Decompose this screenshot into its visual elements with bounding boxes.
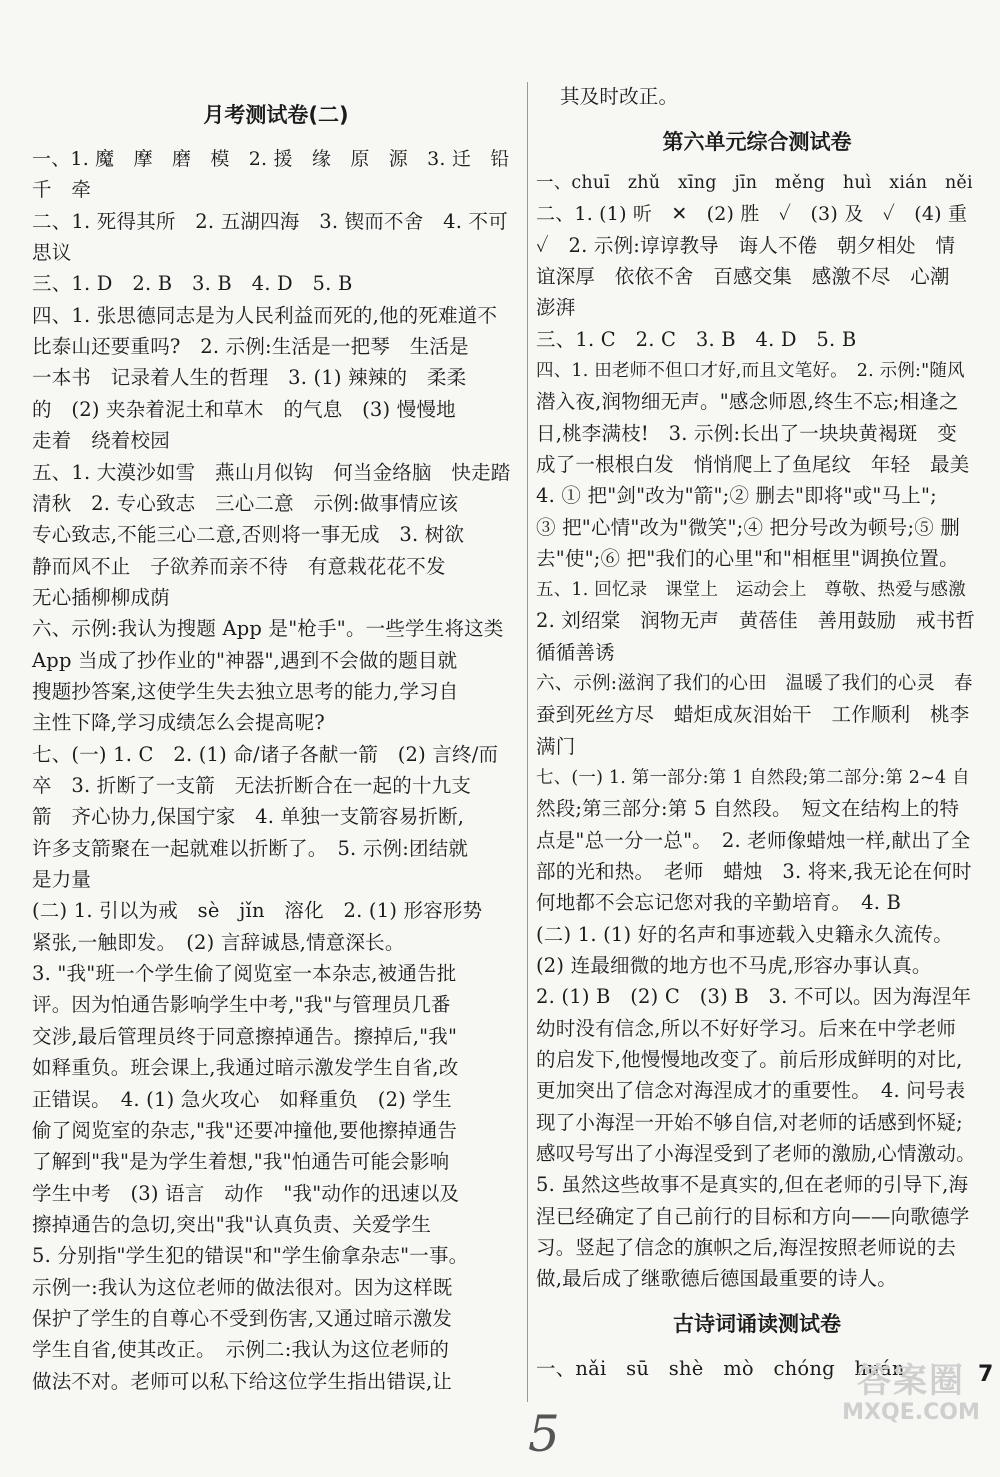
answer-line: 点是"总一分一总"。 2. 老师像蜡烛一样,献出了全 xyxy=(536,828,971,852)
answer-line: 七、(一) 1. 第一部分:第 1 自然段;第二部分:第 2~4 自 xyxy=(536,768,970,789)
answer-line: 四、1. 张思德同志是为人民利益而死的,他的死难道不 xyxy=(32,303,498,327)
answer-line: 学生自省,使其改正。 示例二:我认为这位老师的 xyxy=(32,1338,450,1362)
answer-line: 思议 xyxy=(32,241,72,265)
answer-line: 谊深厚 依依不舍 百感交集 感激不尽 心潮 xyxy=(536,264,950,288)
answer-line: App 当成了抄作业的"神器",遇到不会做的题目就 xyxy=(32,648,458,672)
answer-line: 做,最后成了继歌德后德国最重要的诗人。 xyxy=(536,1267,897,1291)
answer-line: 五、1. 大漠沙如雪 燕山月似钩 何当金络脑 快走踏 xyxy=(32,460,511,484)
answer-line: 走着 绕着校园 xyxy=(32,429,170,453)
answer-line: 一、chuī zhǔ xīng jīn měng huì xián něi xyxy=(536,173,973,193)
answer-line: 静而风不止 子欲养而亲不待 有意栽花花不发 xyxy=(32,554,446,578)
answer-line: 成了一根根白发 悄悄爬上了鱼尾纹 年轻 最美 xyxy=(536,452,970,476)
answer-line: 做法不对。老师可以私下给这位学生指出错误,让 xyxy=(32,1369,453,1393)
handwritten-mark: 5 xyxy=(528,1405,560,1463)
page-number: 7 xyxy=(978,1362,994,1387)
answer-line: (2) 连最细微的地方也不马虎,形容办事认真。 xyxy=(536,954,932,977)
answer-line: 更加突出了信念对海涅成才的重要性。 4. 问号表 xyxy=(536,1079,966,1103)
answer-line: 循循善诱 xyxy=(536,640,615,664)
answer-line: 无心插柳柳成荫 xyxy=(32,585,170,609)
answer-line: 清秋 2. 专心致志 三心二意 示例:做事情应该 xyxy=(32,491,459,515)
answer-line: 其及时改正。 xyxy=(560,85,679,108)
answer-line: 蚕到死丝方尽 蜡炬成灰泪始干 工作顺利 桃李 xyxy=(536,703,970,727)
watermark-logo xyxy=(842,1362,980,1426)
answer-line: 一、1. 魔 摩 磨 模 2. 援 缘 原 源 3. 迁 铅 xyxy=(32,148,510,170)
answer-line: ✓ 2. 示例:谆谆教导 诲人不倦 朝夕相处 情 xyxy=(536,233,956,257)
answer-line: 然段;第三部分:第 5 自然段。 短文在结构上的特 xyxy=(536,797,960,821)
answer-line: 3. "我"班一个学生偷了阅览室一本杂志,被通告批 xyxy=(32,962,457,986)
answer-line: 2. (1) B (2) C (3) B 3. 不可以。因为海涅年 xyxy=(536,985,972,1009)
answer-line: 潜入夜,润物细无声。"感念师恩,终生不忘;相逢之 xyxy=(536,390,959,414)
column-divider xyxy=(527,82,528,1402)
answer-line: 何地都不会忘记您对我的辛勤培育。 4. B xyxy=(536,891,902,915)
answer-line: 保护了学生的自尊心不受到伤害,又通过暗示激发 xyxy=(32,1306,453,1330)
answer-line: 学生中考 (3) 语言 动作 "我"动作的迅速以及 xyxy=(32,1181,460,1205)
answer-line: 是力量 xyxy=(32,868,92,892)
answer-line: 比泰山还要重吗? 2. 示例:生活是一把琴 生活是 xyxy=(32,335,469,359)
answer-line: 2. 刘绍棠 润物无声 黄蓓佳 善用鼓励 戒书哲 xyxy=(536,609,976,633)
answer-line: 的 (2) 夹杂着泥土和草木 的气息 (3) 慢慢地 xyxy=(32,397,456,421)
answer-line: 正错误。 4. (1) 急火攻心 如释重负 (2) 学生 xyxy=(32,1087,452,1111)
answer-line: 去"使";⑥ 把"我们的心里"和"相框里"调换位置。 xyxy=(536,546,959,570)
answer-line: 幼时没有信念,所以不好好学习。后来在中学老师 xyxy=(536,1016,957,1040)
answer-line: 许多支箭聚在一起就难以折断了。 5. 示例:团结就 xyxy=(32,836,469,860)
answer-line: 5. 虽然这些故事不是真实的,但在老师的引导下,海 xyxy=(536,1173,969,1197)
answer-line: 评。因为怕通告影响学生中考,"我"与管理员几番 xyxy=(32,993,451,1017)
answer-line: 4. ① 把"剑"改为"箭";② 删去"即将"或"马上"; xyxy=(536,484,937,508)
answer-line: 现了小海涅一开始不够自信,对老师的话感到怀疑; xyxy=(536,1110,963,1134)
answer-line: 擦掉通告的急切,突出"我"认真负责、关爱学生 xyxy=(32,1212,432,1236)
answer-line: 日,桃李满枝! 3. 示例:长出了一块块黄褐斑 变 xyxy=(536,421,957,445)
answer-line: 澎湃 xyxy=(536,296,576,320)
answer-line: 六、示例:滋润了我们的心田 温暖了我们的心灵 春 xyxy=(536,673,973,695)
answer-line: 5. 分别指"学生犯的错误"和"学生偷拿杂志"一事。 xyxy=(32,1244,469,1268)
answer-line: 箭 齐心协力,保国宁家 4. 单独一支箭容易折断, xyxy=(32,805,465,829)
answer-line: 如释重负。班会课上,我通过暗示激发学生自省,改 xyxy=(32,1056,459,1080)
answer-line: 专心致志,不能三心二意,否则将一事无成 3. 树欲 xyxy=(32,523,465,547)
answer-line: 交涉,最后管理员终于同意擦掉通告。擦掉后,"我" xyxy=(32,1024,458,1048)
answer-line: 部的光和热。 老师 蜡烛 3. 将来,我无论在何时 xyxy=(536,860,972,884)
answer-line: 五、1. 回忆录 课堂上 运动会上 尊敬、热爱与感激 xyxy=(536,580,966,601)
left-section-title: 月考测试卷(二) xyxy=(203,103,349,127)
poetry-section-title: 古诗词诵读测试卷 xyxy=(673,1312,841,1336)
answer-line: 三、1. C 2. C 3. B 4. D 5. B xyxy=(536,327,857,351)
answer-line: 一、nǎi sū shè mò chóng huán xyxy=(536,1357,905,1380)
answer-line: ③ 把"心情"改为"微笑";④ 把分号改为顿号;⑤ 删 xyxy=(536,515,961,539)
unit6-section-title: 第六单元综合测试卷 xyxy=(662,130,852,154)
watermark-url: MXQE.COM xyxy=(842,1400,980,1425)
answer-line: 感叹号写出了小海涅受到了老师的激励,心情激动。 xyxy=(536,1141,976,1165)
answer-line: (二) 1. 引以为戒 sè jǐn 溶化 2. (1) 形容形势 xyxy=(32,899,483,923)
answer-line: 二、1. 死得其所 2. 五湖四海 3. 锲而不舍 4. 不可 xyxy=(32,209,508,233)
answer-line: 的启发下,他慢慢地改变了。前后形成鲜明的对比, xyxy=(536,1047,963,1071)
answer-line: (二) 1. (1) 好的名声和事迹载入史籍永久流传。 xyxy=(536,922,953,946)
answer-line: 七、(一) 1. C 2. (1) 命/诸子各献一箭 (2) 言终/而 xyxy=(32,742,499,766)
answer-line: 涅已经确定了自己前行的目标和方向——向歌德学 xyxy=(536,1204,970,1228)
answer-line: 习。竖起了信念的旗帜之后,海涅按照老师说的去 xyxy=(536,1235,957,1259)
answer-line: 三、1. D 2. B 3. B 4. D 5. B xyxy=(32,272,353,296)
answer-line: 了解到"我"是为学生着想,"我"怕通告可能会影响 xyxy=(32,1150,450,1174)
watermark-text: 答案圈 xyxy=(857,1361,965,1401)
answer-line: 主性下降,学习成绩怎么会提高呢? xyxy=(32,711,325,735)
answer-line: 偷了阅览室的杂志,"我"还要冲撞他,要他擦掉通告 xyxy=(32,1118,458,1142)
answer-line: 卒 3. 折断了一支箭 无法折断合在一起的十九支 xyxy=(32,774,472,797)
answer-line: 紧张,一触即发。 (2) 言辞诚恳,情意深长。 xyxy=(32,930,405,954)
answer-line: 千 牵 xyxy=(32,178,92,202)
answer-line: 四、1. 田老师不但口才好,而且文笔好。 2. 示例:"随风 xyxy=(536,360,965,381)
answer-line: 满门 xyxy=(536,734,576,758)
answer-line: 六、示例:我认为搜题 App 是"枪手"。一些学生将这类 xyxy=(32,617,504,641)
answer-line: 一本书 记录着人生的哲理 3. (1) 辣辣的 柔柔 xyxy=(32,366,467,390)
answer-line: 搜题抄答案,这使学生失去独立思考的能力,学习自 xyxy=(32,679,459,703)
answer-line: 二、1. (1) 听 ✕ (2) 胜 ✓ (3) 及 ✓ (4) 重 xyxy=(536,203,968,226)
answer-line: 示例一:我认为这位老师的做法很对。因为这样既 xyxy=(32,1275,453,1299)
